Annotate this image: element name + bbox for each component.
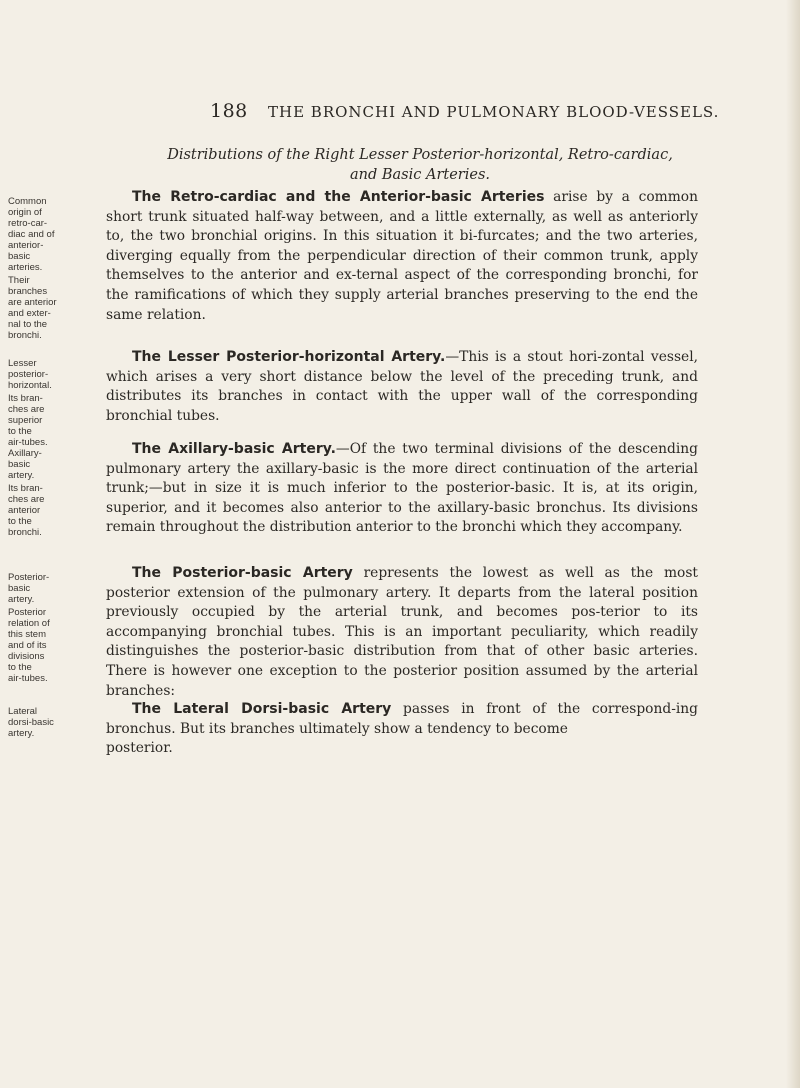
margin-note: Lateral dorsi-basic artery. [8, 706, 54, 739]
page-number: 188 [210, 100, 248, 122]
margin-note: Lesser posterior- horizontal. [8, 358, 52, 391]
paragraph-axillary-basic [106, 440, 698, 538]
margin-note: Axillary- basic artery. [8, 448, 42, 481]
margin-note: Its bran- ches are superior to the air-tubes. [8, 393, 48, 448]
paragraph-text: arise by a common short trunk situated half-way between, and a little externally, as well as anteriorly to, the two bronchial origins. In this situation it bi-furcates; and the two arteries, diverging equally from the perpendicular direction of their common trunk, apply themselves to the anterior and ex-ternal aspect of the corresponding bronchi, for the ramifications of which they supply arterial branches preserving to the end the same relation. [106, 189, 699, 323]
margin-note: Posterior- basic artery. [8, 572, 50, 605]
margin-notes-axillary-basic [8, 448, 96, 540]
paragraph-text: represents the lowest as well as the most posterior extension of the pulmonary artery. It departs from the lateral position previously occupied by the arterial trunk, and becomes pos-terior to its accompanying bronchial tubes. This is an important peculiarity, which readily distinguishes the posterior-basic distribution from that of other basic arteries. There is however one exception to the posterior position assumed by the arterial branches: [106, 565, 698, 699]
paragraph-lead: The Axillary-basic Artery. [132, 441, 336, 457]
margin-note: Their branches are anterior and exter- nal to the bronchi. [8, 275, 57, 341]
paragraph-lead: The Lesser Posterior-horizontal Artery. [132, 349, 446, 365]
page-title: THE BRONCHI AND PULMONARY BLOOD-VESSELS. [268, 103, 720, 121]
paragraph-text: —This is a stout hori-zontal vessel, which arises a very short distance below the level of the preceding trunk, and distributes its branches in contact with the upper wall of the corresponding bronchial tubes. [106, 349, 698, 424]
paragraph-lateral-dorsi-basic [106, 700, 698, 759]
margin-notes-posterior-basic [8, 572, 96, 686]
paragraph-lead: The Retro-cardiac and the Anterior-basic Arteries [132, 189, 545, 205]
paragraph-tail: posterior. [106, 740, 173, 757]
paragraph-text: —Of the two terminal divisions of the descending pulmonary artery the axillary-basic is the more direct continuation of the arterial trunk;—but in size it is much inferior to the posterior-basic. It is, at its origin, superior, and it becomes also anterior to the axillary-basic bronchus. Its divisions remain throughout the distribution anterior to the bronchi which they accompany. [106, 441, 698, 536]
page-edge [786, 0, 800, 1088]
running-head [0, 100, 800, 124]
paragraph-lead: The Lateral Dorsi-basic Artery [132, 701, 392, 717]
margin-note: Its bran- ches are anterior to the bronchi. [8, 483, 45, 538]
paragraph-text: passes in front of the correspond-ing bronchus. But its branches ultimately show a tendency to become [106, 701, 698, 737]
margin-notes-retro-cardiac [8, 196, 96, 343]
paragraph-lead: The Posterior-basic Artery [132, 565, 353, 581]
margin-notes-lesser-posterior [8, 358, 96, 450]
margin-note: Posterior relation of this stem and of its divisions to the air-tubes. [8, 607, 50, 684]
section-title-line: and Basic Arteries. [350, 167, 490, 183]
paragraph-lesser-posterior [106, 348, 698, 426]
margin-note: Common origin of retro-car- diac and of anterior- basic arteries. [8, 196, 55, 273]
margin-notes-lateral-dorsi-basic [8, 706, 96, 741]
section-title-line: Distributions of the Right Lesser Posterior-horizontal, Retro-cardiac, [167, 147, 673, 163]
paragraph-posterior-basic [106, 564, 698, 701]
section-title [150, 145, 690, 185]
paragraph-retro-cardiac [106, 188, 698, 325]
